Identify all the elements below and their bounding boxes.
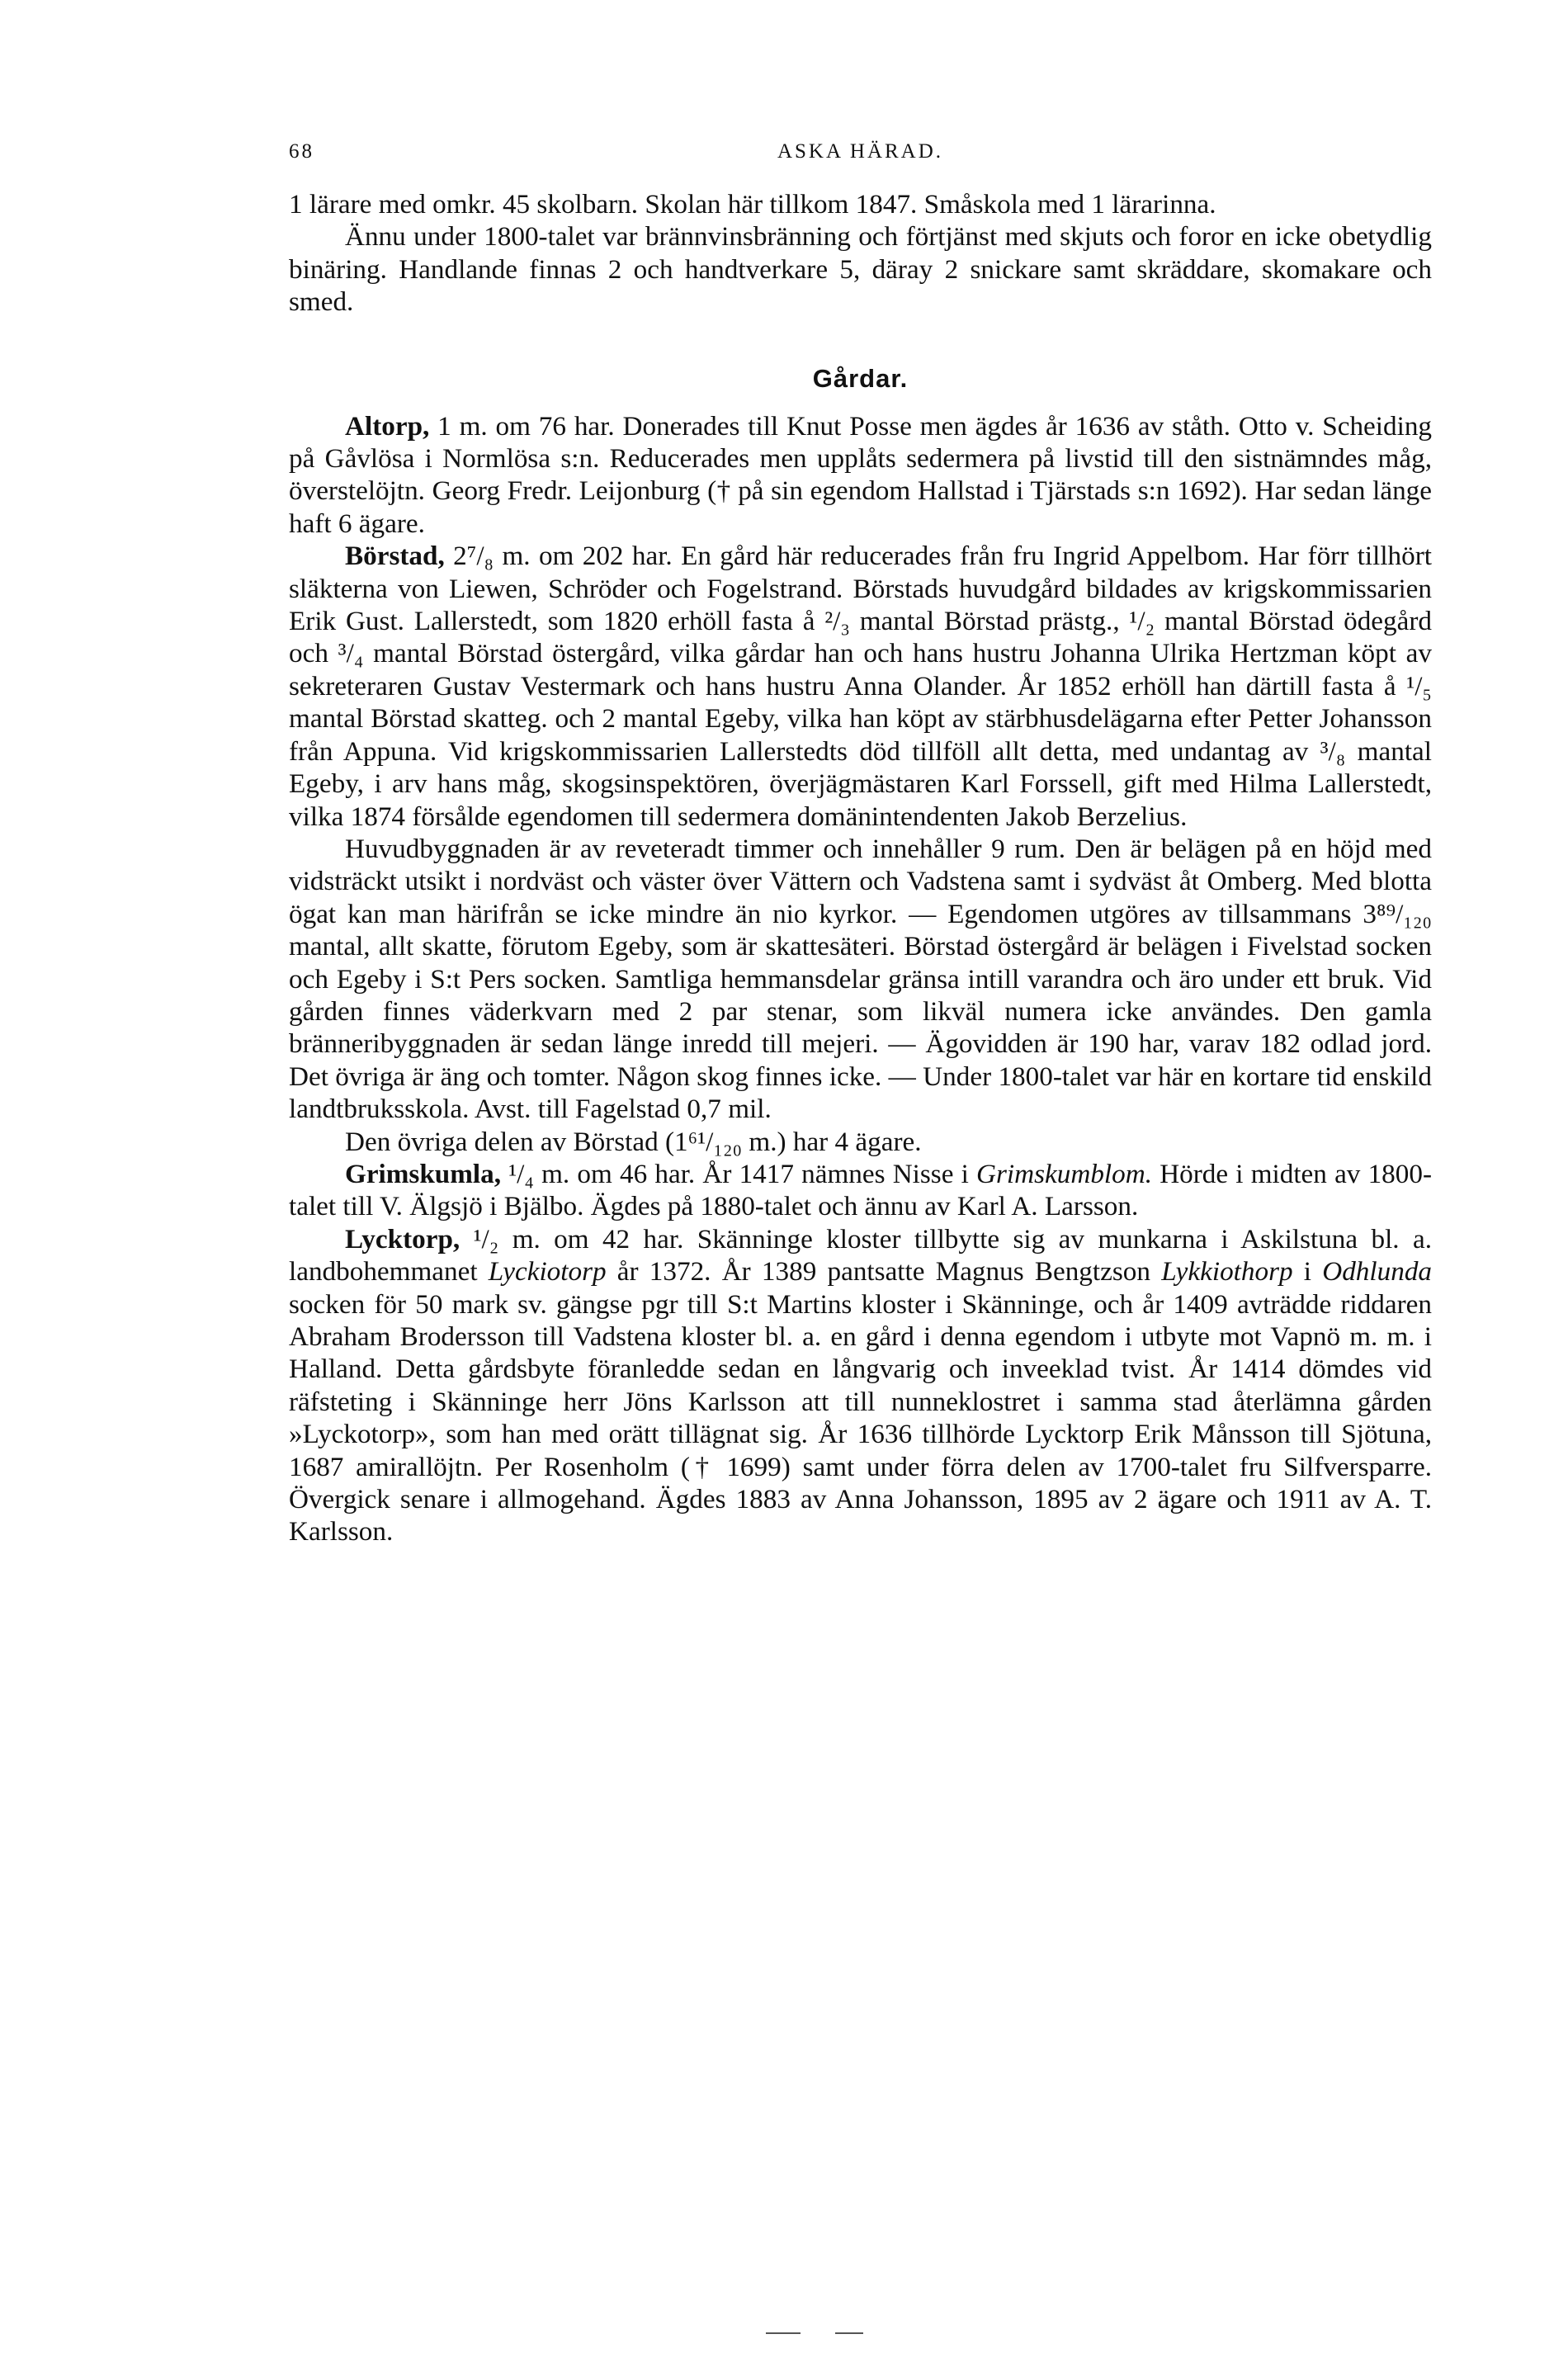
entry-name-grimskumla: Grimskumla,	[345, 1158, 501, 1189]
entry-text-borstad: 2⁷/₈ m. om 202 har. En gård här reducerades från fru Ingrid Appelbom. Har förr tillhört släkterna von Liewen, Schröder och Fogelstrand. Börstads huvudgård bildades av krigskommissarien Erik Gust. Lallerstedt, som 1820 erhöll fasta å ²/₃ mantal Börstad prästg., ¹/₂ mantal Börstad ödegård och ³/₄ mantal Börstad östergård, vilka gårdar han och hans hustru Johanna Ulrika Hertzman köpt av sekreteraren Gustav Vestermark och hans hustru Anna Olander. År 1852 erhöll han därtill fasta å ¹/₅ mantal Börstad skatteg. och 2 mantal Egeby, vilka han köpt av stärbhusdelägarna efter Petter Johansson från Appuna. Vid krigskommissarien Lallerstedts död tillföll allt detta, med undantag av ³/₈ mantal Egeby, i arv hans måg, skogsinspektören, överjägmästaren Karl Forssell, gift med Hilma Lallerstedt, vilka 1874 försålde egendomen till sedermera domänintendenten Jakob Berzelius.	[289, 541, 1433, 832]
entry-text-altorp: 1 m. om 76 har. Donerades till Knut Posse men ägdes år 1636 av ståth. Otto v. Scheiding på Gåvlösa i Normlösa s:n. Reducerades men upplåts sedermera på livstid till den sistnämndes måg, överstelöjtn. Georg Fredr. Leijonburg († på sin egendom Hallstad i Tjärstads s:n 1692). Har sedan länge haft 6 ägare.	[289, 410, 1433, 539]
entry-text-grimskumla-cont: Hörde i midten av 1800-talet till V. Älgsjö i Bjälbo. Ägdes på 1880-talet och ännu av Karl A. Larsson.	[289, 1158, 1432, 1222]
entry-text-lycktorp-4: socken för 50 mark sv. gängse pgr till S:t Martins kloster i Skänninge, och år 1409 avträdde riddaren Abraham Brodersson till Vadstena kloster bl. a. en gård i denna egendom i utbyte mot Vapnö m. m. i Halland. Detta gårdsbyte föranledde sedan en långvarig och inveeklad tvist. År 1414 dömdes vid räfsteting i Skänninge herr Jöns Karlsson att till nunneklostret i samma stad återlämna gården »Lyckotorp», som han med orätt tillägnat sig. År 1636 tillhörde Lycktorp Erik Månsson till Sjötuna, 1687 amirallöjtn. Per Rosenholm († 1699) samt under förra delen av 1700-talet fru Silfversparre. Övergick senare i allmogehand. Ägdes 1883 av Anna Johansson, 1895 av 2 ägare och 1911 av A. T. Karlsson.	[289, 1288, 1432, 1547]
italic-place-name: Odhlunda	[1322, 1256, 1432, 1288]
borstad-building-paragraph: Huvudbyggnaden är av reveteradt timmer och innehåller 9 rum. Den är belägen på en höjd med vidsträckt utsikt i nordväst och väster över Vättern och Vadstena samt i sydväst åt Omberg. Med blotta ögat kan man härifrån se icke mindre än nio kyrkor. — Egendomen utgöres av tillsammans 3⁸⁹/₁₂₀ mantal, allt skatte, förutom Egeby, som är skattesäteri. Börstad östergård är belägen i Fivelstad socken och Egeby i S:t Pers socken. Samtliga hemmansdelar gränsa intill varandra och äro under ett bruk. Vid gården finnes väderkvarn med 2 par stenar, som likväl numera icke användes. Den gamla bränneribyggnaden är sedan länge inredd till mejeri. — Ägovidden är 190 har, varav 182 odlad jord. Det övriga är äng och tomter. Någon skog finnes icke. — Under 1800-talet var här en kortare tid enskild landtbruksskola. Avst. till Fagelstad 0,7 mil.	[289, 833, 1432, 1125]
italic-place-name: Lyckiotorp	[488, 1256, 607, 1288]
entry-text-grimskumla: ¹/₄ m. om 46 har. År 1417 nämnes Nisse i	[508, 1158, 969, 1189]
entry-text-lycktorp-2: år 1372. År 1389 pantsatte Magnus Bengtzson	[616, 1256, 1150, 1288]
entry-name-altorp: Altorp,	[345, 410, 430, 442]
italic-place-name: Grimskumblom.	[976, 1158, 1152, 1189]
intro-paragraph-2: Ännu under 1800-talet var brännvinsbränning och förtjänst med skjuts och foror en icke obetydlig binäring. Handlande finnas 2 och handtverkare 5, däray 2 snickare samt skräddare, skomakare och smed.	[289, 221, 1432, 318]
bottom-mark	[835, 2332, 863, 2334]
body-text	[289, 188, 1432, 1548]
page-number: 68	[289, 140, 314, 163]
entry-name-lycktorp: Lycktorp,	[345, 1223, 460, 1255]
entry-name-borstad: Börstad,	[345, 541, 445, 572]
section-heading: Gårdar.	[812, 363, 909, 393]
intro-paragraph-1: 1 lärare med omkr. 45 skolbarn. Skolan här tillkom 1847. Småskola med 1 lärarinna.	[289, 189, 1216, 220]
entry-text-lycktorp-1: ¹/₂ m. om 42 har. Skänninge kloster tillbytte sig av munkarna i Askilstuna bl. a. landbohemmanet	[289, 1223, 1432, 1288]
entry-lycktorp	[289, 1223, 1432, 1548]
entry-text-lycktorp-3: i	[1303, 1256, 1312, 1288]
running-title: ASKA HÄRAD.	[777, 140, 944, 163]
entry-altorp	[289, 410, 1432, 541]
borstad-remainder-paragraph: Den övriga delen av Börstad (1⁶¹/₁₂₀ m.) har 4 ägare.	[345, 1126, 922, 1157]
running-header	[289, 140, 1432, 173]
entry-grimskumla	[289, 1158, 1432, 1223]
entry-borstad	[289, 540, 1432, 833]
bottom-mark	[766, 2332, 801, 2334]
italic-place-name: Lykkiothorp	[1161, 1256, 1293, 1288]
